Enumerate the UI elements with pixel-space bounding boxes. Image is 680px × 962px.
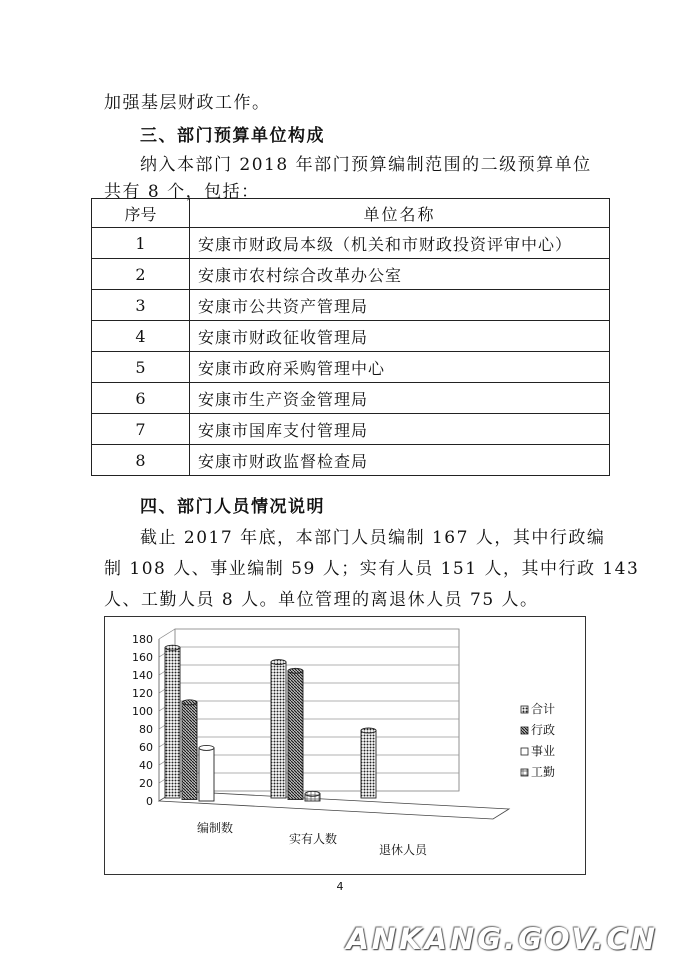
row-unit-name: 安康市财政局本级（机关和市财政投资评审中心） [190,228,610,259]
bar-top-行政 [288,668,303,673]
row-unit-name: 安康市国库支付管理局 [190,414,610,445]
y-tick-label: 120 [132,687,153,700]
budget-units-table [91,198,610,476]
legend-label: 合计 [531,702,556,716]
y-tick-label: 180 [132,633,153,646]
x-category-label: 编制数 [196,821,234,835]
table-row [92,290,610,321]
paragraph-staff-line2: 制 108 人、事业编制 59 人；实有人员 151 人，其中行政 143 [104,559,640,579]
section-heading-staff: 四、部门人员情况说明 [140,497,325,517]
bar-top-合计 [361,728,376,733]
bar-事业 [199,748,214,801]
row-index: 4 [92,321,190,352]
paragraph-staff-line1: 截止 2017 年底，本部门人员编制 167 人，其中行政编 [140,528,606,548]
staff-bar-chart [105,617,585,874]
paragraph-staff-line3: 人、工勤人员 8 人。单位管理的离退休人员 75 人。 [104,590,539,610]
chart-back-wall [175,629,459,791]
y-tick-label: 160 [132,651,153,664]
bar-行政 [182,702,197,799]
table-row [92,445,610,476]
staff-chart-frame [104,616,586,875]
legend-swatch [521,706,528,713]
row-index: 2 [92,259,190,290]
table-row [92,321,610,352]
table-row [92,259,610,290]
row-unit-name: 安康市生产资金管理局 [190,383,610,414]
paragraph-closing: 加强基层财政工作。 [104,93,271,113]
y-tick-label: 100 [132,705,153,718]
table-row [92,228,610,259]
table-row [92,414,610,445]
y-tick-label: 0 [146,795,153,808]
bar-top-事业 [199,745,214,750]
row-unit-name: 安康市政府采购管理中心 [190,352,610,383]
bar-行政 [288,671,303,800]
legend-swatch [521,727,528,734]
paragraph-units-line1: 纳入本部门 2018 年部门预算编制范围的二级预算单位 [140,155,592,175]
bar-top-合计 [271,660,286,665]
row-index: 6 [92,383,190,414]
table-header-row [92,199,610,228]
legend-label: 工勤 [531,765,556,779]
table-row [92,383,610,414]
site-watermark: ANKANG.GOV.CN [346,922,658,956]
bar-top-行政 [182,700,197,705]
x-category-label: 退休人员 [378,843,428,857]
legend-swatch [521,748,528,755]
y-tick-label: 20 [139,777,153,790]
legend-swatch [521,769,528,776]
row-index: 8 [92,445,190,476]
x-category-label: 实有人数 [288,832,338,846]
section-heading-units: 三、部门预算单位构成 [140,126,325,146]
row-index: 1 [92,228,190,259]
row-unit-name: 安康市公共资产管理局 [190,290,610,321]
bar-top-工勤 [305,791,320,796]
page-number: 4 [336,880,344,893]
legend-label: 事业 [531,744,556,758]
row-index: 3 [92,290,190,321]
y-tick-label: 60 [139,741,153,754]
header-index: 序号 [92,199,190,228]
row-unit-name: 安康市财政征收管理局 [190,321,610,352]
header-unit-name: 单位名称 [190,199,610,228]
bar-top-合计 [165,645,180,650]
y-tick-label: 40 [139,759,153,772]
bar-合计 [361,731,376,799]
row-unit-name: 安康市农村综合改革办公室 [190,259,610,290]
table-row [92,352,610,383]
row-index: 5 [92,352,190,383]
row-unit-name: 安康市财政监督检查局 [190,445,610,476]
bar-合计 [271,662,286,798]
paragraph-units-line2: 共有 8 个，包括： [104,182,260,202]
row-index: 7 [92,414,190,445]
y-tick-label: 80 [139,723,153,736]
y-tick-label: 140 [132,669,153,682]
bar-合计 [165,648,180,798]
legend-label: 行政 [531,723,556,737]
gridline-side [159,629,175,639]
